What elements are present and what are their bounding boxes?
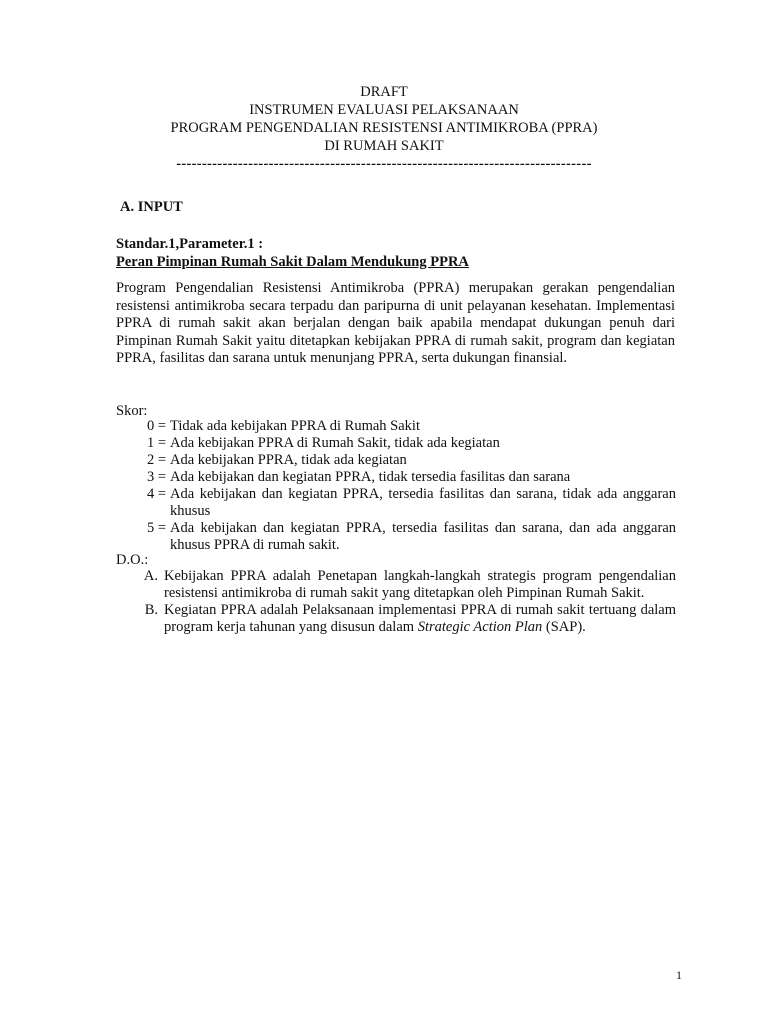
header-location: DI RUMAH SAKIT [324, 138, 444, 154]
section-title: A. INPUT [120, 199, 183, 215]
list-item [116, 520, 676, 554]
do-label: D.O.: [116, 552, 149, 568]
score-number: 5 = [146, 520, 166, 536]
body-paragraph: Program Pengendalian Resistensi Antimikroba (PPRA) merupakan gerakan pengendalian resistensi antimikroba secara terpadu dan paripurna di unit pelayanan kesehatan. Implementasi PPRA di rumah sakit akan berjalan dengan baik apabila mendapat dukungan penuh dari Pimpinan Rumah Sakit yaitu ditetapkan kebijakan PPRA di rumah sakit, program dan kegiatan PPRA, fasilitas dan sarana untuk menunjang PPRA, serta dukungan finansial. [116, 280, 675, 366]
list-item [116, 452, 676, 469]
list-item [116, 568, 676, 602]
list-item [116, 418, 676, 435]
score-text: Ada kebijakan PPRA di Rumah Sakit, tidak ada kegiatan [170, 435, 500, 451]
standard-block [116, 235, 676, 271]
score-text: Tidak ada kebijakan PPRA di Rumah Sakit [170, 418, 420, 434]
definition-text-italic: Strategic Action Plan [417, 619, 543, 635]
header-draft: DRAFT [360, 84, 408, 100]
list-item [116, 435, 676, 452]
score-number: 4 = [146, 486, 166, 502]
list-item [116, 486, 676, 520]
header-instrument-title: INSTRUMEN EVALUASI PELAKSANAAN [249, 102, 519, 118]
score-text: Ada kebijakan dan kegiatan PPRA, tersedia fasilitas dan sarana, tidak ada anggaran khusus [170, 486, 676, 519]
standard-title: Peran Pimpinan Rumah Sakit Dalam Mendukung PPRA [116, 254, 469, 270]
document-header [0, 83, 768, 173]
score-list [116, 418, 676, 554]
list-item [116, 469, 676, 486]
header-program-title: PROGRAM PENGENDALIAN RESISTENSI ANTIMIKROBA (PPRA) [170, 120, 598, 136]
definition-letter: A. [143, 568, 158, 584]
definition-text-part: Kegiatan PPRA adalah Pelaksanaan implementasi PPRA di rumah sakit tertuang dalam program kerja tahunan yang disusun dalam [164, 602, 676, 635]
score-number: 3 = [146, 469, 166, 485]
score-number: 1 = [146, 435, 166, 451]
page-number: 1 [676, 968, 682, 982]
score-text: Ada kebijakan PPRA, tidak ada kegiatan [170, 452, 407, 468]
list-item [116, 602, 676, 636]
score-text: Ada kebijakan dan kegiatan PPRA, tidak tersedia fasilitas dan sarana [170, 469, 571, 485]
header-divider: --------------------------------------------------------------------------------- [176, 156, 592, 172]
definition-letter: B. [144, 602, 158, 618]
definition-list [116, 568, 676, 636]
score-number: 0 = [146, 418, 166, 434]
definition-text-part: Kebijakan PPRA adalah Penetapan langkah-langkah strategis program pengendalian resistensi antimikroba di rumah sakit yang ditetapkan oleh Pimpinan Rumah Sakit. [164, 568, 676, 601]
definition-text [164, 602, 676, 636]
definition-text [164, 568, 676, 602]
score-number: 2 = [146, 452, 166, 468]
score-text: Ada kebijakan dan kegiatan PPRA, tersedia fasilitas dan sarana, dan ada anggaran khusus PPRA di rumah sakit. [170, 520, 676, 553]
skor-label: Skor: [116, 403, 148, 419]
definition-text-part: (SAP). [542, 619, 586, 635]
standard-code: Standar.1,Parameter.1 : [116, 236, 264, 252]
